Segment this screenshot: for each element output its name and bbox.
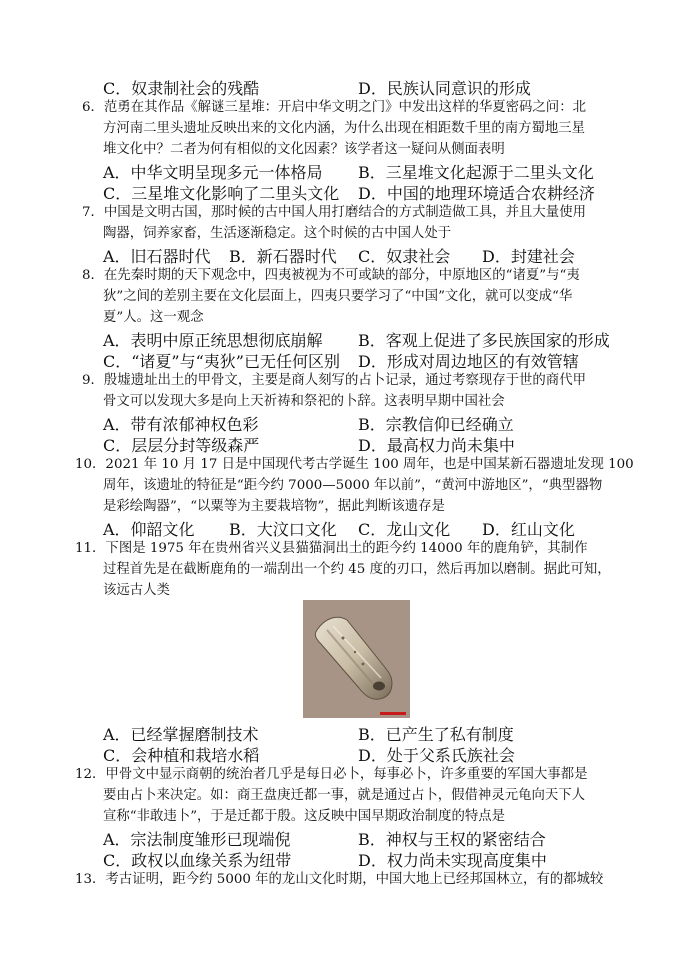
q7-option-b[interactable]: B．新石器时代 <box>229 247 337 266</box>
q5-options-row <box>0 76 688 97</box>
q11-options-row <box>0 722 688 743</box>
q10-option-d[interactable]: D．红山文化 <box>482 520 575 539</box>
q8-options-row <box>0 328 688 349</box>
antler-shovel-photo <box>303 600 410 718</box>
q12-stem-line: 12．甲骨文中显示商朝的统治者几乎是每日必卜，每事必卜，许多重要的军国大事都是 <box>75 767 588 782</box>
question-9 <box>82 370 627 412</box>
question-8 <box>82 265 627 328</box>
q7-options-row <box>0 244 688 265</box>
q6-option-a[interactable]: A．中华文明呈现多元一体格局 <box>103 163 323 182</box>
q10-option-c[interactable]: C．龙山文化 <box>358 520 451 539</box>
q6-stem-line: 方河南二里头遗址反映出来的文化内涵，为什么出现在相距数千里的南方蜀地三星 <box>103 121 586 136</box>
q12-option-c[interactable]: C．政权以血缘关系为纽带 <box>103 851 292 870</box>
q9-option-d[interactable]: D．最高权力尚未集中 <box>358 436 515 455</box>
q8-option-d[interactable]: D．形成对周边地区的有效管辖 <box>358 352 579 371</box>
q9-option-a[interactable]: A．带有浓郁神权色彩 <box>103 415 259 434</box>
q11-stem-line: 11．下图是 1975 年在贵州省兴义县猫猫洞出土的距今约 14000 年的鹿角铲，其制作 <box>75 541 588 556</box>
photo-stamp-mark <box>380 712 406 715</box>
question-13 <box>75 869 620 890</box>
q5-option-d[interactable]: D．民族认同意识的形成 <box>358 79 531 98</box>
q12-option-b[interactable]: B．神权与王权的紧密结合 <box>358 830 546 849</box>
q10-options-row <box>0 517 688 538</box>
q8-stem-line: 狄”之间的差别主要在文化层面上，四夷只要学习了“中国”文化，就可以变成“华 <box>103 289 573 304</box>
q6-option-d[interactable]: D．中国的地理环境适合农耕经济 <box>358 184 595 203</box>
q12-options-row <box>0 827 688 848</box>
question-6 <box>82 97 627 160</box>
q12-stem-line: 宣称“非敢违卜”，于是迁都于殷。这反映中国早期政治制度的特点是 <box>103 809 506 824</box>
q12-option-a[interactable]: A．宗法制度雏形已现端倪 <box>103 830 291 849</box>
q8-option-a[interactable]: A．表明中原正统思想彻底崩解 <box>103 331 323 350</box>
question-7 <box>82 202 627 244</box>
q8-option-b[interactable]: B．客观上促进了多民族国家的形成 <box>358 331 610 350</box>
q6-option-c[interactable]: C．三星堆文化影响了二里头文化 <box>103 184 340 203</box>
q10-option-b[interactable]: B．大汶口文化 <box>229 520 337 539</box>
q9-options-row <box>0 433 688 454</box>
q11-option-c[interactable]: C．会种植和栽培水稻 <box>103 746 260 765</box>
q11-stem-line: 过程首先是在截断鹿角的一端刮出一个约 45 度的刃口，然后再加以磨制。据此可知， <box>103 562 611 577</box>
q10-stem-line: 是彩绘陶器”，“以粟等为主要栽培物”，据此判断该遗存是 <box>103 499 445 514</box>
q6-options-row <box>0 160 688 181</box>
q12-option-d[interactable]: D．权力尚未实现高度集中 <box>358 851 547 870</box>
q13-stem-line: 13．考古证明，距今约 5000 年的龙山文化时期，中国大地上已经邦国林立，有的都城较 <box>75 872 604 887</box>
q12-options-row <box>0 848 688 869</box>
q8-stem-line: 8．在先秦时期的天下观念中，四夷被视为不可或缺的部分，中原地区的“诸夏”与“夷 <box>82 268 580 283</box>
q12-stem-line: 要由占卜来决定。如：商王盘庚迁都一事，就是通过占卜，假借神灵元龟向天下人 <box>103 788 586 803</box>
q6-stem-line: 6．范勇在其作品《解谜三星堆：开启中华文明之门》中发出这样的华夏密码之问：北 <box>82 100 586 115</box>
q11-options-row <box>0 743 688 764</box>
q6-stem-line: 堆文化中？二者为何有相似的文化因素？该学者这一疑问从侧面表明 <box>103 142 505 157</box>
q8-options-row <box>0 349 688 370</box>
q10-stem-line: 周年，该遗址的特征是“距今约 7000—5000 年以前”，“黄河中游地区”，“典型器物 <box>103 478 603 493</box>
q8-stem-line: 夏”人。这一观念 <box>103 310 204 325</box>
q7-option-a[interactable]: A．旧石器时代 <box>103 247 211 266</box>
q9-options-row <box>0 412 688 433</box>
q7-option-c[interactable]: C．奴隶社会 <box>358 247 451 266</box>
q11-option-b[interactable]: B．已产生了私有制度 <box>358 725 514 744</box>
question-12 <box>75 764 620 827</box>
q7-stem-line: 陶器，饲养家畜，生活逐渐稳定。这个时候的古中国人处于 <box>103 226 452 241</box>
q11-stem-line: 该远古人类 <box>103 583 170 598</box>
q11-option-d[interactable]: D．处于父系氏族社会 <box>358 746 515 765</box>
q10-option-a[interactable]: A．仰韶文化 <box>103 520 195 539</box>
q5-option-c[interactable]: C．奴隶制社会的残酷 <box>103 79 260 98</box>
question-11 <box>75 538 620 601</box>
q7-option-d[interactable]: D．封建社会 <box>482 247 575 266</box>
q7-stem-line: 7．中国是文明古国，那时候的古中国人用打磨结合的方式制造做工具，并且大量使用 <box>82 205 586 220</box>
q9-option-c[interactable]: C．层层分封等级森严 <box>103 436 260 455</box>
q9-stem-line: 骨文可以发现大多是向上天祈祷和祭祀的卜辞。这表明早期中国社会 <box>103 394 505 409</box>
q6-option-b[interactable]: B．三星堆文化起源于二里头文化 <box>358 163 594 182</box>
question-10 <box>75 454 634 517</box>
q6-options-row <box>0 181 688 202</box>
q10-stem-line: 10．2021 年 10 月 17 日是中国现代考古学诞生 100 周年，也是中国某新石器遗址发现 100 <box>75 457 634 472</box>
q8-option-c[interactable]: C．“诸夏”与“夷狄”已无任何区别 <box>103 352 340 371</box>
q11-option-a[interactable]: A．已经掌握磨制技术 <box>103 725 259 744</box>
antler-shovel-illustration <box>303 600 410 718</box>
q9-option-b[interactable]: B．宗教信仰已经确立 <box>358 415 514 434</box>
q9-stem-line: 9．殷墟遗址出土的甲骨文，主要是商人刻写的占卜记录，通过考察现存于世的商代甲 <box>82 373 586 388</box>
